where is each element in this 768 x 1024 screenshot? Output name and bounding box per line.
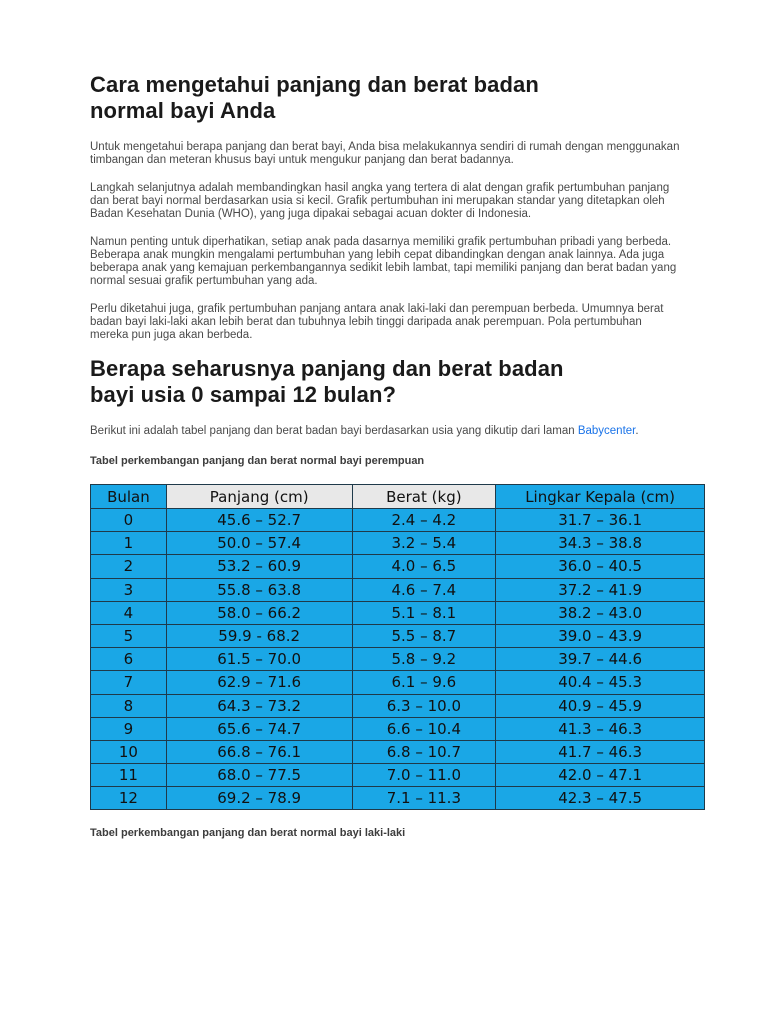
cell-panjang: 45.6 – 52.7 [166, 509, 352, 532]
cell-berat: 5.1 – 8.1 [352, 601, 496, 624]
table-row [91, 555, 705, 578]
table-row [91, 694, 705, 717]
header-panjang: Panjang (cm) [166, 485, 352, 509]
cell-berat: 4.0 – 6.5 [352, 555, 496, 578]
cell-lingkar-kepala: 31.7 – 36.1 [496, 509, 705, 532]
cell-bulan: 10 [91, 740, 167, 763]
cell-berat: 5.5 – 8.7 [352, 624, 496, 647]
cell-lingkar-kepala: 40.4 – 45.3 [496, 671, 705, 694]
cell-panjang: 68.0 – 77.5 [166, 764, 352, 787]
cell-bulan: 3 [91, 578, 167, 601]
cell-bulan: 5 [91, 624, 167, 647]
caption-boys: Tabel perkembangan panjang dan berat normal bayi laki-laki [90, 827, 406, 840]
cell-bulan: 1 [91, 532, 167, 555]
cell-lingkar-kepala: 36.0 – 40.5 [496, 555, 705, 578]
header-lingkar-kepala: Lingkar Kepala (cm) [496, 485, 705, 509]
cell-berat: 6.3 – 10.0 [352, 694, 496, 717]
cell-lingkar-kepala: 39.0 – 43.9 [496, 624, 705, 647]
cell-berat: 5.8 – 9.2 [352, 648, 496, 671]
cell-berat: 2.4 – 4.2 [352, 509, 496, 532]
cell-bulan: 6 [91, 648, 167, 671]
cell-panjang: 58.0 – 66.2 [166, 601, 352, 624]
cell-lingkar-kepala: 34.3 – 38.8 [496, 532, 705, 555]
cell-panjang: 62.9 – 71.6 [166, 671, 352, 694]
cell-lingkar-kepala: 41.3 – 46.3 [496, 717, 705, 740]
table-row [91, 601, 705, 624]
cell-panjang: 50.0 – 57.4 [166, 532, 352, 555]
paragraph-3: Namun penting untuk diperhatikan, setiap anak pada dasarnya memiliki grafik pertumbuhan pribadi yang berbeda. Beberapa anak mungkin mengalami pertumbuhan yang lebih cepat dibandingkan dengan anak lainnya. Ada juga beberapa anak yang kemajuan perkembangannya sedikit lebih lambat, tapi memiliki panjang dan berat badan yang normal sesuai grafik pertumbuhan yang ada. [90, 236, 677, 287]
growth-table-girls [90, 484, 705, 810]
main-heading-line2: normal bayi Anda [90, 98, 276, 123]
cell-panjang: 65.6 – 74.7 [166, 717, 352, 740]
cell-lingkar-kepala: 39.7 – 44.6 [496, 648, 705, 671]
cell-panjang: 66.8 – 76.1 [166, 740, 352, 763]
table-row [91, 578, 705, 601]
intro-paragraph [90, 425, 680, 438]
cell-panjang: 69.2 – 78.9 [166, 787, 352, 810]
cell-berat: 6.1 – 9.6 [352, 671, 496, 694]
cell-panjang: 55.8 – 63.8 [166, 578, 352, 601]
cell-panjang: 59.9 - 68.2 [166, 624, 352, 647]
cell-lingkar-kepala: 41.7 – 46.3 [496, 740, 705, 763]
cell-berat: 3.2 – 5.4 [352, 532, 496, 555]
table-header-row [91, 485, 705, 509]
cell-lingkar-kepala: 42.3 – 47.5 [496, 787, 705, 810]
section-heading-line1: Berapa seharusnya panjang dan berat badan [90, 356, 564, 381]
cell-berat: 7.0 – 11.0 [352, 764, 496, 787]
cell-berat: 4.6 – 7.4 [352, 578, 496, 601]
cell-berat: 7.1 – 11.3 [352, 787, 496, 810]
cell-lingkar-kepala: 37.2 – 41.9 [496, 578, 705, 601]
table-row [91, 532, 705, 555]
cell-berat: 6.6 – 10.4 [352, 717, 496, 740]
cell-lingkar-kepala: 38.2 – 43.0 [496, 601, 705, 624]
table-row [91, 671, 705, 694]
cell-bulan: 12 [91, 787, 167, 810]
main-heading [90, 72, 680, 124]
table-body [91, 509, 705, 810]
table-row [91, 787, 705, 810]
section-heading [90, 356, 680, 408]
cell-bulan: 7 [91, 671, 167, 694]
cell-panjang: 61.5 – 70.0 [166, 648, 352, 671]
main-heading-line1: Cara mengetahui panjang dan berat badan [90, 72, 539, 97]
cell-bulan: 4 [91, 601, 167, 624]
table-row [91, 624, 705, 647]
intro-text: Berikut ini adalah tabel panjang dan berat badan bayi berdasarkan usia yang dikutip dari laman [90, 425, 578, 437]
babycenter-link[interactable]: Babycenter [577, 425, 636, 437]
paragraph-1: Untuk mengetahui berapa panjang dan berat bayi, Anda bisa melakukannya sendiri di rumah dengan menggunakan timbangan dan meteran khusus bayi untuk mengukur panjang dan berat badannya. [90, 141, 680, 166]
cell-lingkar-kepala: 40.9 – 45.9 [496, 694, 705, 717]
table-row [91, 764, 705, 787]
table-row [91, 717, 705, 740]
cell-lingkar-kepala: 42.0 – 47.1 [496, 764, 705, 787]
cell-berat: 6.8 – 10.7 [352, 740, 496, 763]
header-berat: Berat (kg) [352, 485, 496, 509]
paragraph-4: Perlu diketahui juga, grafik pertumbuhan panjang antara anak laki-laki dan perempuan berbeda. Umumnya berat badan bayi laki-laki akan lebih berat dan tubuhnya lebih tinggi daripada anak perempuan. Pola pertumbuhan mereka pun juga akan berbeda. [90, 303, 664, 341]
cell-bulan: 8 [91, 694, 167, 717]
cell-bulan: 2 [91, 555, 167, 578]
cell-bulan: 11 [91, 764, 167, 787]
table-row [91, 509, 705, 532]
table-row [91, 740, 705, 763]
cell-bulan: 9 [91, 717, 167, 740]
caption-girls: Tabel perkembangan panjang dan berat normal bayi perempuan [90, 455, 425, 467]
cell-panjang: 53.2 – 60.9 [166, 555, 352, 578]
intro-end: . [635, 425, 639, 437]
paragraph-2: Langkah selanjutnya adalah membandingkan hasil angka yang tertera di alat dengan grafik pertumbuhan panjang dan berat bayi normal berdasarkan usia si kecil. Grafik pertumbuhan ini merupakan standar yang ditetapkan oleh Badan Kesehatan Dunia (WHO), yang juga dipakai sebagai acuan dokter di Indonesia. [90, 182, 670, 220]
section-heading-line2: bayi usia 0 sampai 12 bulan? [90, 382, 397, 407]
cell-panjang: 64.3 – 73.2 [166, 694, 352, 717]
growth-table-container [90, 484, 680, 810]
header-bulan: Bulan [91, 485, 167, 509]
cell-bulan: 0 [91, 509, 167, 532]
table-row [91, 648, 705, 671]
